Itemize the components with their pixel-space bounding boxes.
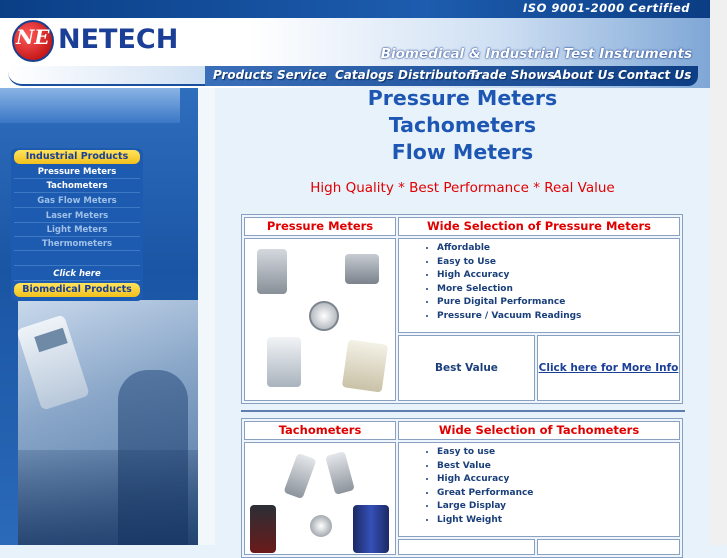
photo-shade [18,450,198,545]
sidebar-spacer [14,252,140,266]
logo-wordmark: NETECH [58,24,179,55]
nav-contact-us[interactable]: Contact Us [618,68,692,82]
tachometers-heading: Wide Selection of Tachometers [398,421,680,440]
tachometer-features-list [399,443,679,528]
sidebar-item-thermometers[interactable]: Thermometers [14,237,140,251]
certification-strip [0,0,710,18]
certification-text: ISO 9001-2000 Certified [523,1,690,15]
logo-mark: NE [16,25,50,49]
nav-distributors[interactable]: Distributors [398,68,480,82]
sidebar-item-laser-meters[interactable]: Laser Meters [14,209,140,223]
tachometers-features [398,442,680,537]
pressure-meters-table [241,214,683,404]
list-item: • More Selection [437,283,679,297]
tachometer-blue-image [353,505,389,553]
tachometer-value-cell [398,539,535,555]
pressure-features-list [399,239,679,324]
pressure-meters-heading: Wide Selection of Pressure Meters [398,217,680,236]
sidebar-item-pressure-meters[interactable]: Pressure Meters [14,165,140,179]
sidebar-edge-stripe [198,88,215,545]
main-nav [205,66,698,86]
list-item: • Large Display [437,500,679,514]
tachometers-images[interactable] [244,442,396,555]
pressure-meters-features [398,238,680,333]
list-item: • Easy to use [437,446,679,460]
tachometer-link-cell[interactable] [537,539,680,555]
dial-gauge-image [309,301,339,331]
click-here-link[interactable]: Click here [14,267,140,281]
biomedical-products-header[interactable]: Biomedical Products [14,283,140,297]
list-item: • Pressure / Vacuum Readings [437,310,679,324]
sidebar-highlight [0,88,180,123]
pressure-meters-name: Pressure Meters [244,217,396,236]
photo-tachometer-image [325,451,355,495]
product-menu [11,148,143,301]
sidebar-item-light-meters[interactable]: Light Meters [14,223,140,237]
nav-about-us[interactable]: About Us [553,68,615,82]
main-content [240,85,685,200]
quality-tagline: High Quality * Best Performance * Real Value [310,180,615,196]
nav-trade-shows[interactable]: Trade Shows [469,68,555,82]
tachometers-table [241,418,683,558]
industrial-products-header[interactable]: Industrial Products [14,150,140,164]
nav-catalogs[interactable]: Catalogs [335,68,394,82]
digital-manometer-image [342,339,388,392]
list-item: • Best Value [437,460,679,474]
page-scrollbar[interactable] [710,0,727,545]
pressure-meters-images[interactable] [244,238,396,401]
page-title-flow: Flow Meters [391,140,534,164]
list-item: • High Accuracy [437,473,679,487]
netech-logo[interactable] [12,20,188,62]
page-title-tachometers: Tachometers [388,113,537,137]
nav-products[interactable]: Products [213,68,273,82]
list-item: • Pure Digital Performance [437,296,679,310]
header-tagline: Biomedical & Industrial Test Instruments [380,46,692,62]
list-item: • Great Performance [437,487,679,501]
page-title-pressure: Pressure Meters [367,86,558,110]
sidebar-item-gas-flow-meters[interactable]: Gas Flow Meters [14,194,140,208]
tachometer-red-image [250,505,276,553]
tachometers-name: Tachometers [244,421,396,440]
list-item: • High Accuracy [437,269,679,283]
nav-curve-decoration [8,66,208,86]
handheld-manometer-image [267,337,301,387]
contact-tachometer-image [283,453,316,499]
tachometer-dial-image [310,515,332,537]
pressure-sensor-image [345,254,379,284]
sidebar-item-tachometers[interactable]: Tachometers [14,179,140,193]
list-item: • Light Weight [437,514,679,528]
nav-service[interactable]: Service [277,68,327,82]
handheld-meter-image [18,314,90,410]
pressure-gauge-image [257,249,287,294]
section-divider [241,410,685,412]
more-info-link[interactable]: Click here for More Info [537,335,680,401]
best-value-label: Best Value [398,335,535,401]
list-item: • Affordable [437,242,679,256]
list-item: • Easy to Use [437,256,679,270]
sidebar-photo [18,300,198,545]
